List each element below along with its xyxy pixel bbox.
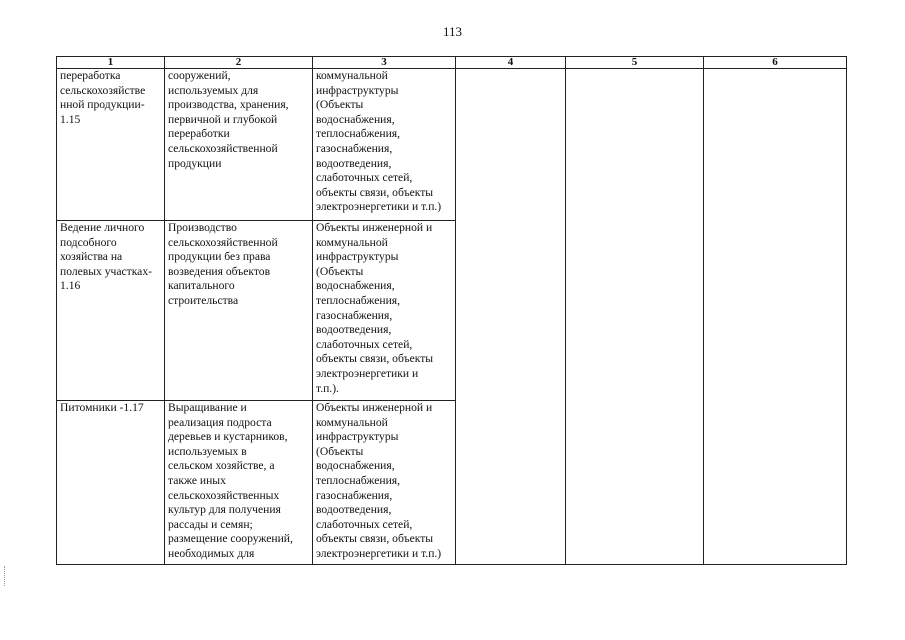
- activity-description-cell: сооружений, используемых для производства, хранения, первичной и глубокой переработки сельскохозяйственной продукции: [165, 69, 313, 221]
- land-use-table: [56, 56, 847, 565]
- table-row: [57, 69, 847, 221]
- activity-name-cell: Ведение личного подсобного хозяйства на полевых участках- 1.16: [57, 221, 165, 401]
- column-header-6: 6: [704, 57, 847, 69]
- empty-column-4-cell: [456, 69, 566, 565]
- activity-name-cell: Питомники -1.17: [57, 401, 165, 565]
- activity-description-cell: Производство сельскохозяйственной продукции без права возведения объектов капитального строительства: [165, 221, 313, 401]
- empty-column-5-cell: [566, 69, 704, 565]
- header-row: [57, 57, 847, 69]
- column-header-5: 5: [566, 57, 704, 69]
- activity-description-cell: Выращивание и реализация подроста деревьев и кустарников, используемых в сельском хозяйстве, а также иных сельскохозяйственных культур для получения рассады и семян; размещение сооружений, необходимых для: [165, 401, 313, 565]
- page-number: 113: [442, 24, 463, 39]
- empty-column-6-cell: [704, 69, 847, 565]
- column-header-4: 4: [456, 57, 566, 69]
- auxiliary-objects-cell: Объекты инженерной и коммунальной инфраструктуры (Объекты водоснабжения, теплоснабжения, газоснабжения, водоотведения, слаботочных сетей, объекты связи, объекты электроэнергетики и т.п.): [313, 401, 456, 565]
- scan-edge-mark: [4, 566, 9, 586]
- column-header-3: 3: [313, 57, 456, 69]
- column-header-2: 2: [165, 57, 313, 69]
- activity-name-cell: переработка сельскохозяйстве нной продукции- 1.15: [57, 69, 165, 221]
- land-use-table-frame: [56, 56, 847, 565]
- auxiliary-objects-cell: коммунальной инфраструктуры (Объекты водоснабжения, теплоснабжения, газоснабжения, водоотведения, слаботочных сетей, объекты связи, объекты электроэнергетики и т.п.): [313, 69, 456, 221]
- auxiliary-objects-cell: Объекты инженерной и коммунальной инфраструктуры (Объекты водоснабжения, теплоснабжения, газоснабжения, водоотведения, слаботочных сетей, объекты связи, объекты электроэнергетики и т.п.).: [313, 221, 456, 401]
- column-header-1: 1: [57, 57, 165, 69]
